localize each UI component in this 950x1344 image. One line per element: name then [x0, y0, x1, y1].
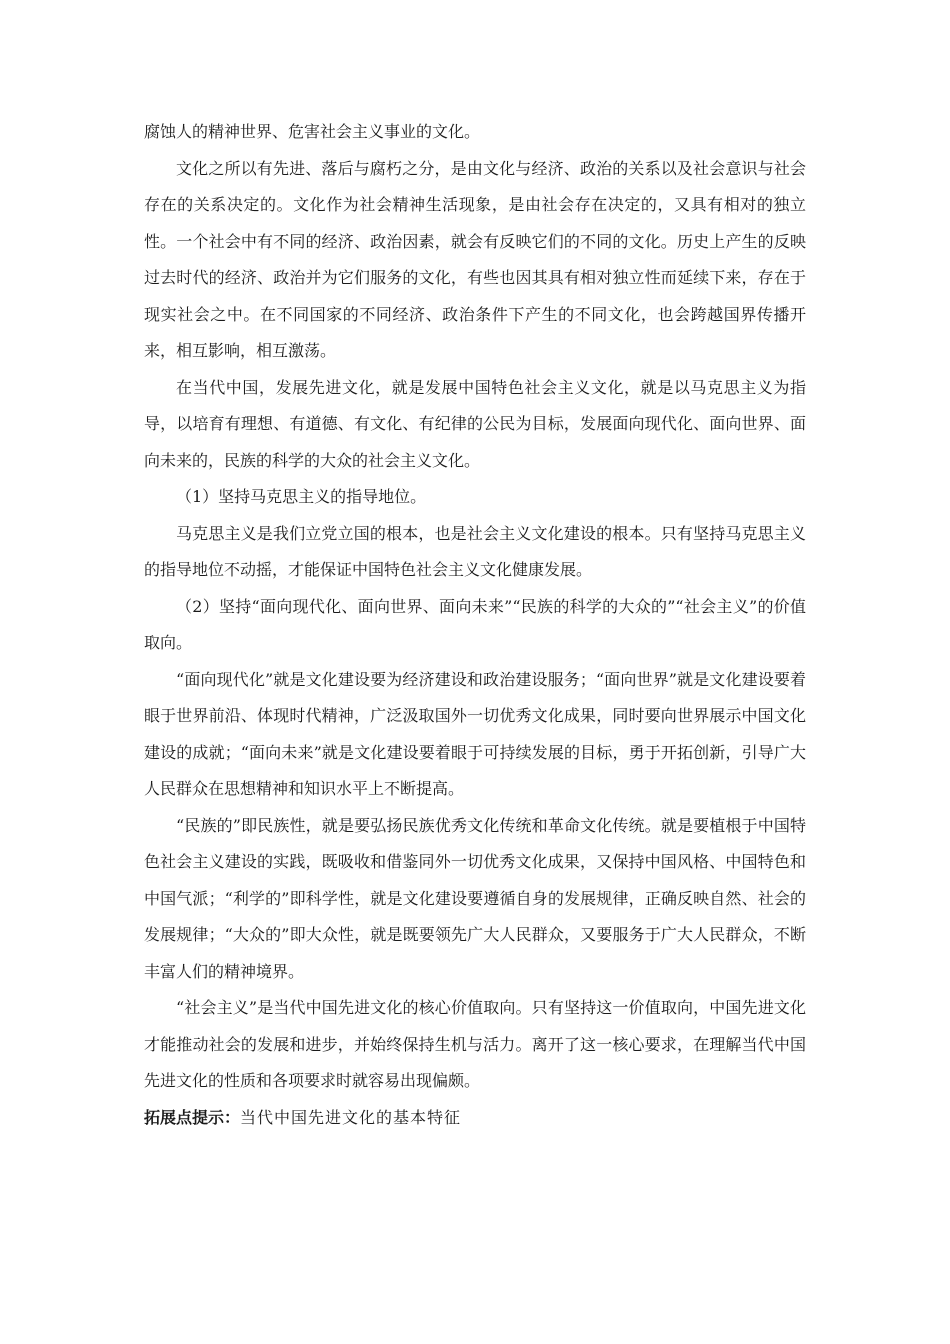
- document-page: [144, 114, 806, 1136]
- extension-hint-label: 拓展点提示：: [144, 1107, 241, 1127]
- paragraph-2: 文化之所以有先进、落后与腐朽之分，是由文化与经济、政治的关系以及社会意识与社会存在的关系决定的。文化作为社会精神生活现象，是由社会存在决定的，又具有相对的独立性。一个社会中有不同的经济、政治因素，就会有反映它们的不同的文化。历史上产生的反映过去时代的经济、政治并为它们服务的文化，有些也因其具有相对独立性而延续下来，存在于现实社会之中。在不同国家的不同经济、政治条件下产生的不同文化，也会跨越国界传播开来，相互影响，相互激荡。: [144, 158, 806, 360]
- extension-hint: [144, 1100, 806, 1137]
- paragraph-9: “社会主义”是当代中国先进文化的核心价值取向。只有坚持这一价值取向，中国先进文化才能推动社会的发展和进步，并始终保持生机与活力。离开了这一核心要求，在理解当代中国先进文化的性质和各项要求时就容易出现偏颇。: [144, 998, 806, 1090]
- paragraph-8: “民族的”即民族性，就是要弘扬民族优秀文化传统和革命文化传统。就是要植根于中国特色社会主义建设的实践，既吸收和借鉴同外一切优秀文化成果，又保持中国风格、中国特色和中国气派；“利学的”即科学性，就是文化建设要遵循自身的发展规律，正确反映自然、社会的发展规律；“大众的”即大众性，就是既要领先广大人民群众，又要服务于广大人民群众，不断丰富人们的精神境界。: [144, 815, 806, 981]
- paragraph-5: 马克思主义是我们立党立国的根本，也是社会主义文化建设的根本。只有坚持马克思主义的指导地位不动摇，才能保证中国特色社会主义文化健康发展。: [144, 523, 806, 579]
- paragraph-7: “面向现代化”就是文化建设要为经济建设和政治建设服务；“面向世界”就是文化建设要着眼于世界前沿、体现时代精神，广泛汲取国外一切优秀文化成果，同时要向世界展示中国文化建设的成就；“面向未来”就是文化建设要着眼于可持续发展的目标，勇于开拓创新，引导广大人民群众在思想精神和知识水平上不断提高。: [144, 669, 806, 798]
- extension-hint-text: 当代中国先进文化的基本特征: [240, 1107, 462, 1127]
- paragraph-4: （1）坚持马克思主义的指导地位。: [176, 487, 427, 506]
- paragraph-3: 在当代中国，发展先进文化，就是发展中国特色社会主义文化，就是以马克思主义为指导，以培育有理想、有道德、有文化、有纪律的公民为目标，发展面向现代化、面向世界、面向未来的，民族的科学的大众的社会主义文化。: [144, 377, 806, 470]
- paragraph-1: 腐蚀人的精神世界、危害社会主义事业的文化。: [144, 122, 481, 141]
- paragraph-6: （2）坚持“面向现代化、面向世界、面向未来”“民族的科学的大众的”“社会主义”的价值取向。: [144, 596, 806, 652]
